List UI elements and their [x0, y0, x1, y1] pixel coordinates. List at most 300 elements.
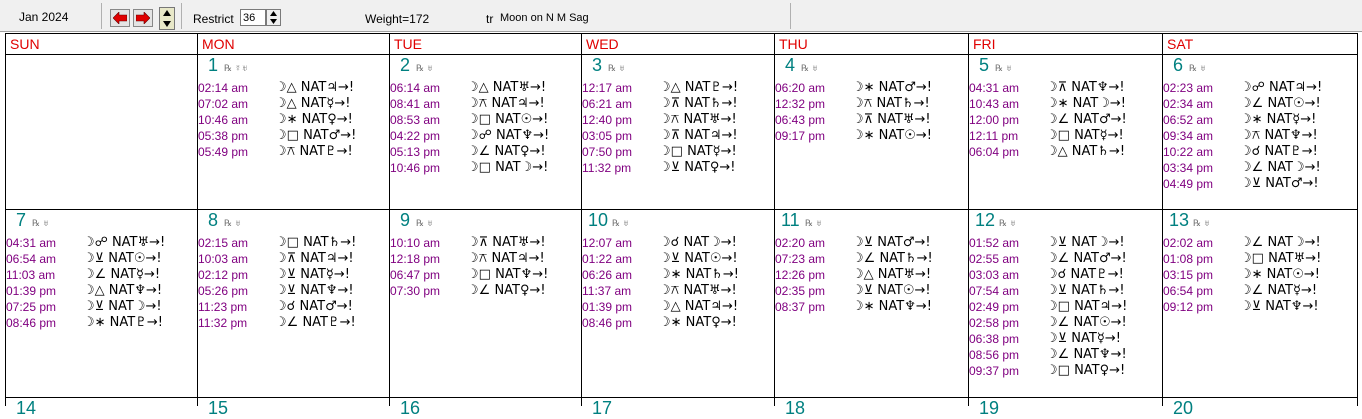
event-row[interactable] — [390, 129, 580, 145]
triangle-down-icon — [270, 19, 277, 24]
event-row[interactable] — [6, 252, 196, 268]
event-row[interactable] — [390, 252, 580, 268]
day-cell[interactable] — [198, 55, 390, 209]
event-time: 07:23 am — [775, 252, 826, 266]
day-header-tue: TUE — [394, 36, 422, 52]
event-time: 08:56 pm — [969, 348, 1020, 362]
event-row[interactable] — [390, 161, 580, 177]
triangle-up-icon — [270, 11, 277, 16]
event-time: 07:25 pm — [6, 300, 57, 314]
event-aspect: ☽∠ NAT☽→! — [1240, 160, 1321, 175]
event-time: 02:49 pm — [969, 300, 1020, 314]
event-time: 12:00 pm — [969, 113, 1020, 127]
event-time: 09:12 pm — [1163, 300, 1214, 314]
event-aspect: ☽⊻ NAT♄→! — [1046, 283, 1125, 298]
event-time: 05:13 pm — [390, 145, 441, 159]
event-aspect: ☽⊼ NAT♄→! — [659, 96, 738, 111]
spinner-down[interactable] — [160, 19, 174, 29]
day-cell[interactable] — [1163, 210, 1358, 364]
event-aspect: ☽△ NAT♇→! — [659, 80, 739, 95]
event-time: 09:37 pm — [969, 364, 1020, 378]
day-number: 10 — [588, 210, 609, 230]
event-aspect: ☽∠ NAT♀→! — [467, 283, 546, 298]
day-cell[interactable] — [390, 210, 582, 364]
event-time: 02:14 am — [198, 81, 249, 95]
retrograde-icons: ℞ ♅ — [1189, 63, 1207, 73]
event-aspect: ☽□ NAT♅→! — [1240, 251, 1322, 266]
retrograde-icons: ℞ ♅ — [995, 63, 1013, 73]
day-header-sun: SUN — [10, 36, 40, 52]
event-row[interactable] — [775, 300, 965, 316]
event-row[interactable] — [582, 268, 772, 284]
event-time: 06:47 pm — [390, 268, 441, 282]
event-row[interactable] — [1163, 236, 1353, 252]
day-cell[interactable] — [6, 210, 198, 364]
event-time: 01:39 pm — [6, 284, 57, 298]
event-time: 02:02 am — [1163, 236, 1214, 250]
event-aspect: ☽∠ NAT☿→! — [1240, 283, 1318, 298]
day-number: 15 — [208, 398, 229, 418]
event-row[interactable] — [6, 316, 196, 332]
event-aspect: ☽⚻ NAT♃→! — [467, 96, 545, 111]
event-row[interactable] — [198, 236, 388, 252]
event-aspect: ☽∗ NAT♄→! — [659, 267, 739, 282]
event-row[interactable] — [1163, 268, 1353, 284]
event-row[interactable] — [390, 284, 580, 300]
event-row[interactable] — [390, 268, 580, 284]
event-row[interactable] — [969, 113, 1159, 129]
event-aspect: ☽∗ NAT♀→! — [659, 315, 737, 330]
event-time: 08:53 am — [390, 113, 441, 127]
event-time: 11:32 pm — [198, 316, 248, 330]
red-right-arrow-icon — [136, 12, 150, 24]
event-time: 01:39 pm — [582, 300, 633, 314]
event-time: 01:22 am — [582, 252, 633, 266]
moon-status: Moon on N M Sag — [500, 12, 589, 24]
event-row[interactable] — [1163, 252, 1353, 268]
event-time: 02:23 am — [1163, 81, 1214, 95]
day-cell[interactable] — [969, 210, 1163, 378]
retrograde-icons: ℞ ☿♅ — [224, 63, 249, 73]
event-row[interactable] — [1163, 161, 1353, 177]
event-time: 12:26 pm — [775, 268, 826, 282]
event-aspect: ☽☌ NAT♇→! — [1240, 144, 1318, 159]
event-aspect: ☽☍ NAT♆→! — [467, 128, 550, 143]
day-cell[interactable] — [198, 210, 390, 364]
event-row[interactable] — [198, 97, 388, 113]
event-row[interactable] — [1163, 300, 1353, 316]
event-time: 03:03 am — [969, 268, 1020, 282]
day-number: 18 — [785, 398, 806, 418]
event-aspect: ☽∗ NAT♀→! — [275, 112, 353, 127]
event-row[interactable] — [390, 145, 580, 161]
event-aspect: ☽∠ NAT♇→! — [275, 315, 356, 330]
event-aspect: ☽⊻ NAT☿→! — [1046, 331, 1121, 346]
event-aspect: ☽⊻ NAT☉→! — [659, 251, 738, 266]
day-cell[interactable] — [1163, 55, 1358, 209]
day-header-sat: SAT — [1167, 36, 1194, 52]
retrograde-icons: ℞ ♅ — [805, 218, 823, 228]
event-time: 04:31 am — [969, 81, 1020, 95]
event-time: 12:17 am — [582, 81, 633, 95]
retrograde-icons: ℞ ♅ — [32, 218, 50, 228]
day-number: 20 — [1173, 398, 1194, 418]
event-aspect: ☽☍ NAT♃→! — [1240, 80, 1323, 95]
event-aspect: ☽□ NAT☽→! — [467, 160, 549, 175]
day-cell[interactable] — [390, 55, 582, 209]
event-row[interactable] — [198, 268, 388, 284]
event-row[interactable] — [969, 145, 1159, 161]
retrograde-icons: ℞ ♅ — [224, 218, 242, 228]
event-time: 02:15 am — [198, 236, 249, 250]
day-number: 19 — [979, 398, 1000, 418]
event-time: 02:58 pm — [969, 316, 1020, 330]
day-number: 11 — [781, 210, 800, 230]
day-number: 7 — [16, 210, 27, 230]
event-aspect: ☽∗ NAT☉→! — [1240, 267, 1320, 282]
event-row[interactable] — [582, 129, 772, 145]
event-row[interactable] — [969, 284, 1159, 300]
event-time: 05:26 pm — [198, 284, 249, 298]
event-row[interactable] — [969, 252, 1159, 268]
event-row[interactable] — [969, 300, 1159, 316]
event-time: 06:54 pm — [1163, 284, 1214, 298]
event-row[interactable] — [775, 284, 965, 300]
day-header-mon: MON — [202, 36, 235, 52]
day-number: 17 — [592, 398, 613, 418]
event-row[interactable] — [775, 268, 965, 284]
day-header-thu: THU — [779, 36, 808, 52]
event-aspect: ☽⊼ NAT♅→! — [852, 112, 931, 127]
event-row[interactable] — [969, 268, 1159, 284]
event-time: 12:07 am — [582, 236, 633, 250]
retrograde-icons: ℞ ♅ — [999, 218, 1017, 228]
event-aspect: ☽⚻ NAT♃→! — [467, 251, 545, 266]
event-aspect: ☽□ NAT☿→! — [659, 144, 737, 159]
event-aspect: ☽⊻ NAT☿→! — [275, 267, 350, 282]
event-time: 11:32 pm — [582, 161, 632, 175]
event-row[interactable] — [198, 129, 388, 145]
toolbar-divider — [790, 3, 791, 29]
event-row[interactable] — [198, 284, 388, 300]
toolbar — [0, 0, 1362, 32]
event-aspect: ☽∠ NAT♂→! — [1046, 251, 1127, 266]
toolbar-divider — [181, 3, 182, 29]
event-aspect: ☽∗ NAT☿→! — [1240, 112, 1317, 127]
event-time: 06:14 am — [390, 81, 441, 95]
day-number: 6 — [1173, 55, 1184, 75]
event-aspect: ☽⊻ NAT♆→! — [1240, 299, 1319, 314]
event-time: 10:10 am — [390, 236, 441, 250]
event-time: 01:52 am — [969, 236, 1020, 250]
event-time: 03:05 pm — [582, 129, 633, 143]
event-aspect: ☽∠ NAT☉→! — [1046, 315, 1127, 330]
event-row[interactable] — [198, 145, 388, 161]
event-row[interactable] — [969, 348, 1159, 364]
event-time: 11:23 pm — [198, 300, 248, 314]
day-cell[interactable] — [582, 210, 775, 364]
event-row[interactable] — [969, 332, 1159, 348]
event-aspect: ☽⚻ NAT♇→! — [275, 144, 353, 159]
event-row[interactable] — [775, 113, 965, 129]
event-time: 07:54 am — [969, 284, 1020, 298]
event-time: 06:52 am — [1163, 113, 1214, 127]
retrograde-icons: ℞ ♅ — [801, 63, 819, 73]
event-time: 11:37 am — [582, 284, 632, 298]
event-aspect: ☽⊻ NAT☽→! — [1046, 235, 1125, 250]
event-time: 10:03 am — [198, 252, 249, 266]
restrict-input[interactable] — [240, 9, 266, 26]
event-row[interactable] — [198, 252, 388, 268]
event-aspect: ☽△ NAT♅→! — [467, 80, 547, 95]
event-row[interactable] — [390, 81, 580, 97]
event-row[interactable] — [582, 97, 772, 113]
month-spinner[interactable] — [159, 7, 175, 30]
event-aspect: ☽△ NAT♄→! — [1046, 144, 1126, 159]
retrograde-icons: ℞ ♅ — [608, 63, 626, 73]
event-aspect: ☽☌ NAT☽→! — [659, 235, 737, 250]
red-left-arrow-icon — [113, 12, 127, 24]
day-number: 3 — [592, 55, 603, 75]
retrograde-icons: ℞ ♅ — [612, 218, 630, 228]
event-aspect: ☽△ NAT♃→! — [275, 80, 355, 95]
event-aspect: ☽∗ NAT♇→! — [83, 315, 163, 330]
event-time: 12:18 pm — [390, 252, 441, 266]
event-aspect: ☽∠ NAT☽→! — [1240, 235, 1321, 250]
event-time: 02:12 pm — [198, 268, 249, 282]
event-row[interactable] — [582, 316, 772, 332]
triangle-down-icon — [163, 21, 171, 27]
event-aspect: ☽△ NAT♃→! — [659, 299, 739, 314]
restrict-up[interactable] — [267, 10, 280, 18]
event-time: 06:26 am — [582, 268, 633, 282]
event-aspect: ☽⊻ NAT☽→! — [83, 299, 162, 314]
event-aspect: ☽∠ NAT♄→! — [852, 251, 933, 266]
event-time: 06:21 am — [582, 97, 633, 111]
event-time: 06:38 pm — [969, 332, 1020, 346]
event-row[interactable] — [582, 236, 772, 252]
event-aspect: ☽⊻ NAT♂→! — [852, 235, 931, 250]
event-time: 05:38 pm — [198, 129, 249, 143]
event-time: 10:43 am — [969, 97, 1020, 111]
event-row[interactable] — [6, 284, 196, 300]
event-time: 12:40 pm — [582, 113, 633, 127]
event-aspect: ☽□ NAT♀→! — [1046, 363, 1126, 378]
event-aspect: ☽△ NAT♆→! — [83, 283, 163, 298]
event-time: 07:30 pm — [390, 284, 441, 298]
event-aspect: ☽⚻ NAT♆→! — [1240, 128, 1318, 143]
event-time: 09:17 pm — [775, 129, 826, 143]
event-row[interactable] — [775, 129, 965, 145]
event-row[interactable] — [198, 316, 388, 332]
triangle-up-icon — [163, 10, 171, 16]
day-number: 13 — [1169, 210, 1190, 230]
event-row[interactable] — [390, 97, 580, 113]
day-number: 1 — [208, 55, 219, 75]
weight-label: Weight=172 — [365, 12, 430, 26]
event-time: 08:41 am — [390, 97, 441, 111]
event-aspect: ☽⚻ NAT♄→! — [852, 96, 930, 111]
event-row[interactable] — [969, 97, 1159, 113]
event-row[interactable] — [198, 81, 388, 97]
day-header-fri: FRI — [973, 36, 996, 52]
event-row[interactable] — [1163, 177, 1353, 193]
event-row[interactable] — [1163, 284, 1353, 300]
event-time: 04:31 am — [6, 236, 57, 250]
toolbar-divider — [101, 3, 102, 29]
event-aspect: ☽∠ NAT♆→! — [1046, 347, 1127, 362]
event-time: 03:15 pm — [1163, 268, 1214, 282]
event-time: 06:04 pm — [969, 145, 1020, 159]
event-aspect: ☽□ NAT♆→! — [467, 267, 549, 282]
event-row[interactable] — [775, 81, 965, 97]
event-row[interactable] — [969, 81, 1159, 97]
event-row[interactable] — [198, 300, 388, 316]
prev-month-button[interactable] — [110, 9, 130, 27]
event-aspect: ☽□ NAT♄→! — [275, 235, 357, 250]
event-row[interactable] — [582, 81, 772, 97]
event-time: 02:35 pm — [775, 284, 826, 298]
restrict-label: Restrict — [193, 12, 234, 26]
day-cell[interactable] — [775, 210, 969, 364]
retrograde-icons: ℞ ♅ — [416, 63, 434, 73]
event-row[interactable] — [969, 316, 1159, 332]
event-row[interactable] — [775, 252, 965, 268]
event-time: 06:43 pm — [775, 113, 826, 127]
day-cell[interactable] — [775, 55, 969, 209]
event-time: 04:22 pm — [390, 129, 441, 143]
event-row[interactable] — [1163, 129, 1353, 145]
event-row[interactable] — [390, 236, 580, 252]
event-aspect: ☽⊼ NAT♃→! — [275, 251, 354, 266]
event-aspect: ☽⊻ NAT♆→! — [275, 283, 354, 298]
event-time: 03:34 pm — [1163, 161, 1214, 175]
event-time: 02:55 am — [969, 252, 1020, 266]
event-row[interactable] — [969, 129, 1159, 145]
event-aspect: ☽□ NAT♂→! — [275, 128, 357, 143]
event-aspect: ☽△ NAT☿→! — [275, 96, 351, 111]
event-time: 05:49 pm — [198, 145, 249, 159]
day-number: 5 — [979, 55, 990, 75]
truncated-label: tr — [486, 12, 494, 26]
event-aspect: ☽∗ NAT☉→! — [852, 128, 932, 143]
event-aspect: ☽∠ NAT☿→! — [83, 267, 161, 282]
event-time: 02:20 am — [775, 236, 826, 250]
event-aspect: ☽∠ NAT☉→! — [1240, 96, 1321, 111]
event-time: 02:34 am — [1163, 97, 1214, 111]
event-time: 06:20 am — [775, 81, 826, 95]
day-number: 9 — [400, 210, 411, 230]
event-row[interactable] — [582, 113, 772, 129]
event-row[interactable] — [1163, 81, 1353, 97]
event-row[interactable] — [582, 284, 772, 300]
event-aspect: ☽⊻ NAT☉→! — [83, 251, 162, 266]
event-aspect: ☽☌ NAT♇→! — [1046, 267, 1124, 282]
restrict-down[interactable] — [267, 18, 280, 26]
event-time: 08:46 pm — [6, 316, 57, 330]
event-row[interactable] — [775, 97, 965, 113]
event-time: 07:02 am — [198, 97, 249, 111]
event-aspect: ☽∗ NAT☽→! — [1046, 96, 1126, 111]
event-time: 08:37 pm — [775, 300, 826, 314]
event-row[interactable] — [6, 236, 196, 252]
event-row[interactable] — [6, 300, 196, 316]
event-aspect: ☽∠ NAT♂→! — [1046, 112, 1127, 127]
event-time: 04:49 pm — [1163, 177, 1214, 191]
event-time: 10:22 am — [1163, 145, 1214, 159]
event-aspect: ☽⊼ NAT♃→! — [659, 128, 738, 143]
event-aspect: ☽⊻ NAT☉→! — [852, 283, 931, 298]
day-number: 14 — [16, 398, 37, 418]
day-cell[interactable] — [969, 55, 1163, 209]
event-row[interactable] — [969, 236, 1159, 252]
event-time: 01:08 pm — [1163, 252, 1214, 266]
next-month-button[interactable] — [133, 9, 153, 27]
event-time: 06:54 am — [6, 252, 57, 266]
event-aspect: ☽∗ NAT♂→! — [852, 80, 932, 95]
event-time: 11:03 am — [6, 268, 56, 282]
day-header-wed: WED — [586, 36, 619, 52]
event-row[interactable] — [582, 300, 772, 316]
event-row[interactable] — [582, 161, 772, 177]
calendar-grid — [5, 33, 1358, 418]
event-time: 12:32 pm — [775, 97, 826, 111]
event-row[interactable] — [1163, 145, 1353, 161]
day-cell[interactable] — [582, 55, 775, 209]
event-aspect: ☽⚻ NAT♅→! — [659, 112, 737, 127]
event-row[interactable] — [1163, 97, 1353, 113]
day-number: 4 — [785, 55, 796, 75]
event-aspect: ☽□ NAT♃→! — [1046, 299, 1128, 314]
event-row[interactable] — [198, 113, 388, 129]
event-aspect: ☽□ NAT☿→! — [1046, 128, 1124, 143]
event-aspect: ☽△ NAT♅→! — [852, 267, 932, 282]
event-aspect: ☽⊻ NAT♂→! — [1240, 176, 1319, 191]
event-aspect: ☽⚻ NAT♅→! — [659, 283, 737, 298]
month-label: Jan 2024 — [19, 10, 69, 24]
spinner-up[interactable] — [160, 8, 174, 18]
day-cell[interactable] — [6, 55, 198, 209]
restrict-spinner[interactable] — [266, 9, 281, 26]
event-time: 10:46 am — [198, 113, 249, 127]
event-aspect: ☽∠ NAT♀→! — [467, 144, 546, 159]
event-time: 07:50 pm — [582, 145, 633, 159]
retrograde-icons: ℞ ♅ — [1193, 218, 1211, 228]
event-row[interactable] — [582, 145, 772, 161]
event-aspect: ☽⊼ NAT♅→! — [467, 235, 546, 250]
event-row[interactable] — [969, 364, 1159, 380]
event-time: 09:34 am — [1163, 129, 1214, 143]
event-row[interactable] — [6, 268, 196, 284]
event-aspect: ☽□ NAT☉→! — [467, 112, 549, 127]
event-row[interactable] — [582, 252, 772, 268]
event-row[interactable] — [1163, 113, 1353, 129]
event-aspect: ☽☌ NAT♂→! — [275, 299, 353, 314]
day-number: 12 — [975, 210, 996, 230]
day-number: 2 — [400, 55, 411, 75]
event-time: 10:46 pm — [390, 161, 441, 175]
event-aspect: ☽∗ NAT♆→! — [852, 299, 932, 314]
retrograde-icons: ℞ ♅ — [416, 218, 434, 228]
event-aspect: ☽☍ NAT♅→! — [83, 235, 166, 250]
event-row[interactable] — [775, 236, 965, 252]
day-number: 8 — [208, 210, 219, 230]
event-time: 08:46 pm — [582, 316, 633, 330]
event-aspect: ☽⊼ NAT♆→! — [1046, 80, 1125, 95]
event-row[interactable] — [390, 113, 580, 129]
event-aspect: ☽⊻ NAT♀→! — [659, 160, 736, 175]
day-number: 16 — [400, 398, 421, 418]
